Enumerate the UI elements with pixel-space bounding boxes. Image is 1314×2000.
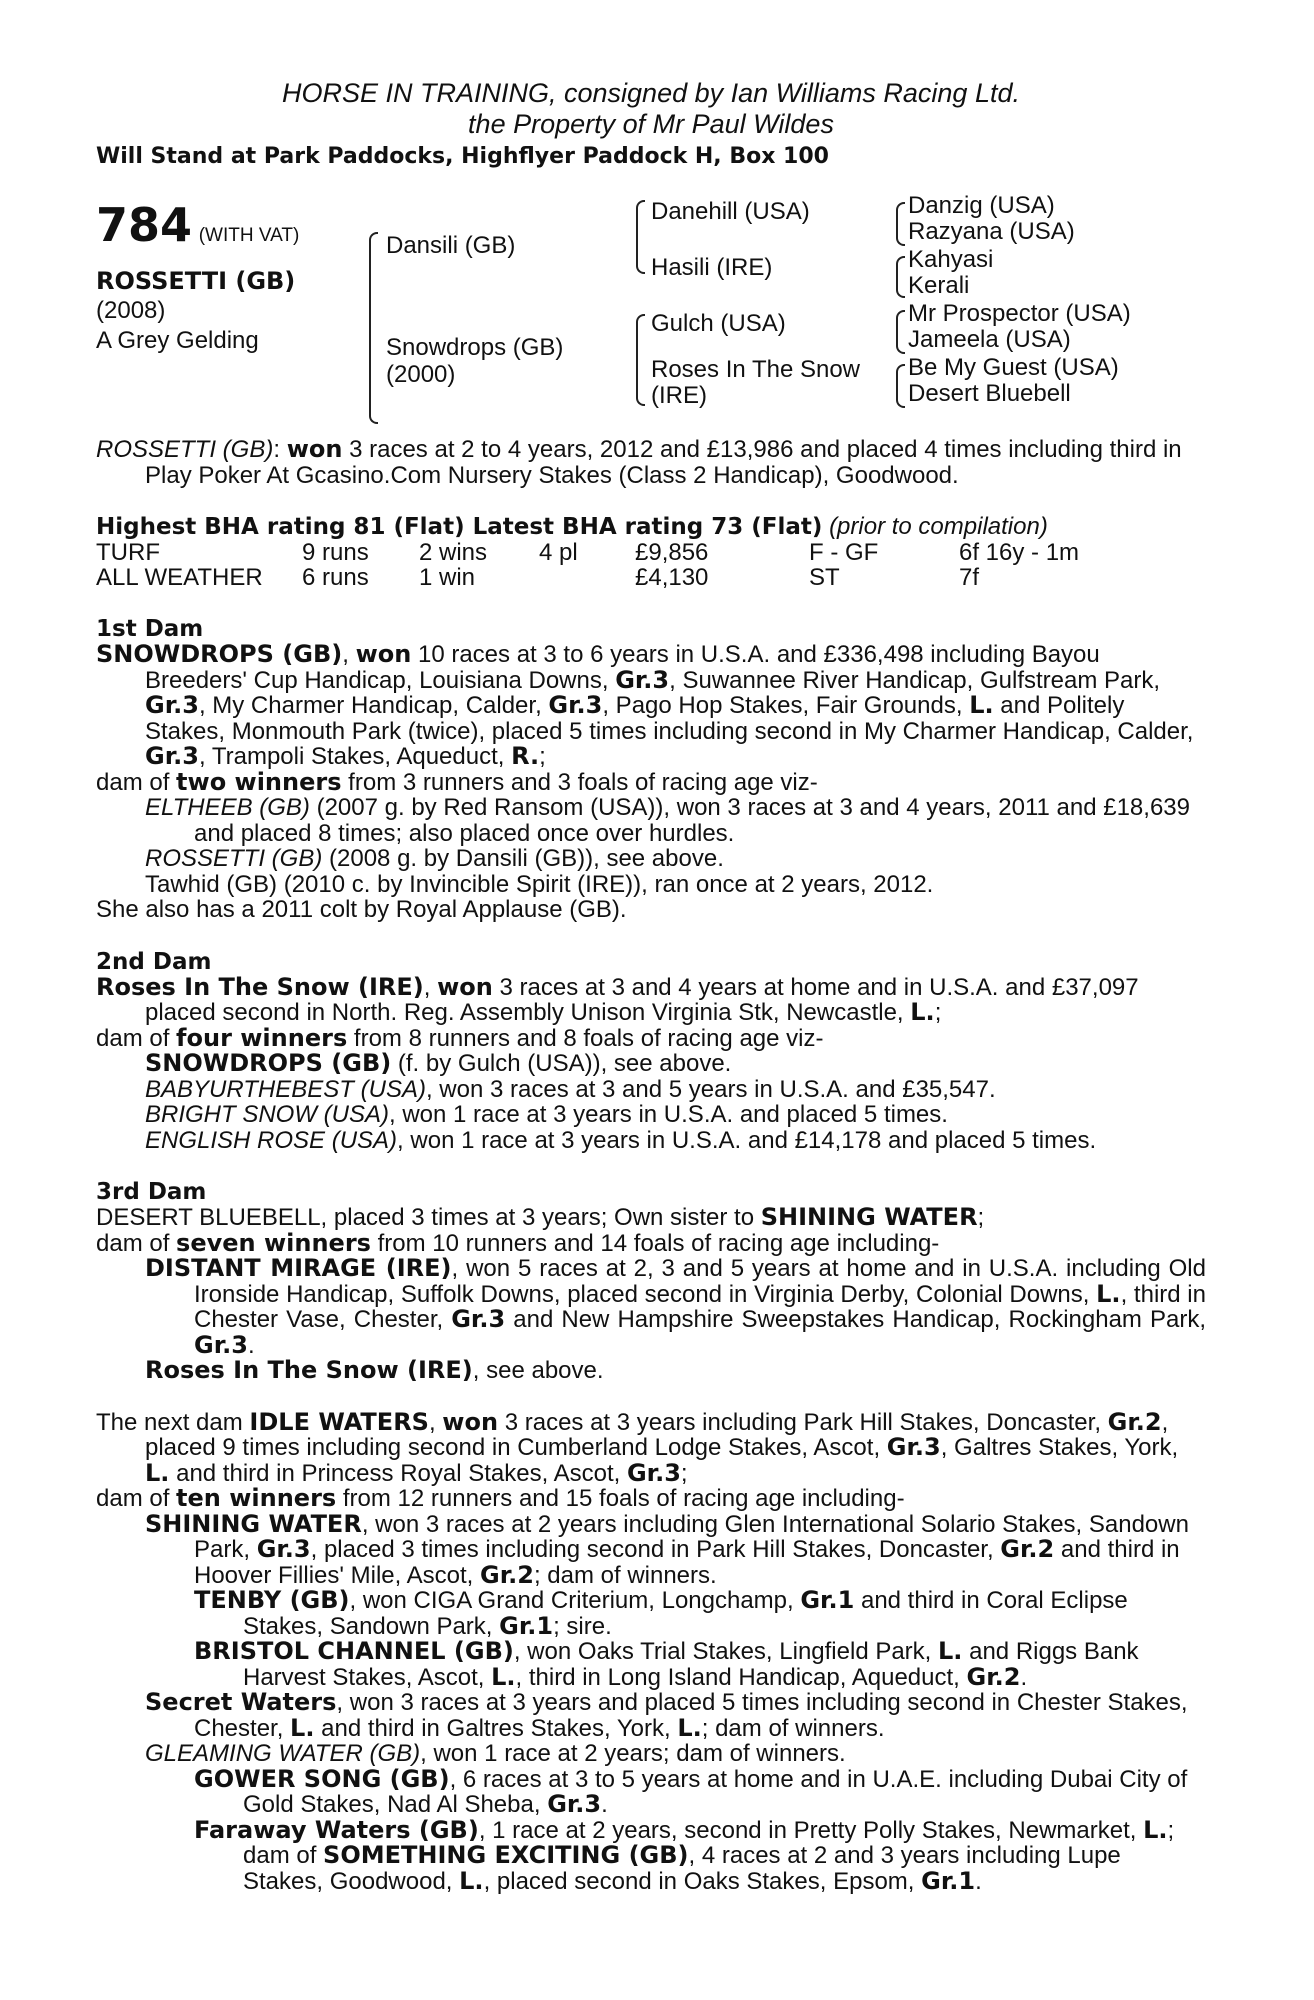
third-dam-section — [96, 1179, 1206, 1384]
ancestor-8: Desert Bluebell — [908, 380, 1071, 407]
ratings-heading: Highest BHA rating 81 (Flat) Latest BHA rating 73 (Flat) — [96, 514, 823, 540]
dam-year: (2000) — [386, 361, 456, 388]
second-dam-section — [96, 949, 1206, 1154]
lot-number-line — [96, 198, 299, 252]
catalogue-page — [96, 78, 1206, 1894]
ratings-block — [96, 514, 1206, 590]
first-dam-section — [96, 616, 1206, 923]
section-title: 2nd Dam — [96, 948, 212, 975]
dam-dam-country: (IRE) — [651, 382, 707, 409]
also-note: She also has a 2011 colt by Royal Applause (GB). — [96, 896, 627, 923]
list-item: Secret Waters, won 3 races at 3 years and placed 5 times including second in Chester Stakes, Chester, L. and third in Galtres Stakes, York, L.; dam of winners. — [145, 1688, 1188, 1742]
list-item: TENBY (GB), won CIGA Grand Criterium, Longchamp, Gr.1 and third in Coral Eclipse Stakes, Sandown Park, Gr.1; sire. — [194, 1586, 1128, 1640]
list-item: Faraway Waters (GB), 1 race at 2 years, second in Pretty Polly Stakes, Newmarket, L.; dam of SOMETHING EXCITING (GB), 4 races at 2 and 3 years including Lupe Stakes, Goodwood, L., placed second in Oaks Stakes, Epsom, Gr.1. — [194, 1815, 1175, 1895]
list-item: Roses In The Snow (IRE), see above. — [145, 1356, 604, 1384]
dam: Snowdrops (GB) — [386, 334, 564, 361]
list-item: BRISTOL CHANNEL (GB), won Oaks Trial Stakes, Lingfield Park, L. and Riggs Bank Harvest Stakes, Ascot, L., third in Long Island Handicap, Aqueduct, Gr.2. — [194, 1637, 1139, 1691]
sire: Dansili (GB) — [386, 232, 516, 259]
dam-of-line: dam of ten winners from 12 runners and 15 foals of racing age including- — [96, 1484, 905, 1512]
list-item: GOWER SONG (GB), 6 races at 3 to 5 years at home and in U.A.E. including Dubai City of Gold Stakes, Nad Al Sheba, Gr.3. — [194, 1764, 1188, 1818]
list-item: Tawhid (GB) (2010 c. by Invincible Spirit (IRE)), ran once at 2 years, 2012. — [145, 870, 934, 898]
dam-dam: Roses In The Snow — [651, 356, 861, 383]
section-title: 3rd Dam — [96, 1179, 207, 1205]
ancestor-7: Be My Guest (USA) — [908, 354, 1119, 381]
list-item: DISTANT MIRAGE (IRE), won 5 races at 2, 3 and 5 years at home and in U.S.A. including Old Ironside Handicap, Suffolk Downs, placed second in Virginia Derby, Colonial Downs, L., third in Chester Vase, Chester, Gr.3 and New Hampshire Sweepstakes Handicap, Rockingham Park, Gr.3. — [145, 1254, 1207, 1359]
ratings-note: (prior to compilation) — [829, 513, 1048, 540]
race-summary: ROSSETTI (GB): won 3 races at 2 to 4 years, 2012 and £13,986 and placed 4 times including third in Play Poker At Gcasino.Com Nursery Stakes (Class 2 Handicap), Goodwood. — [96, 435, 1182, 489]
dam-sire: Gulch (USA) — [651, 310, 786, 337]
stand-location: Will Stand at Park Paddocks, Highflyer Paddock H, Box 100 — [96, 144, 829, 169]
table-row: TURF 9 runs 2 wins 4 pl £9,856 F - GF 6f 16y - 1m — [96, 539, 1080, 566]
property-line: the Property of Mr Paul Wildes — [468, 109, 834, 139]
pedigree-brace — [636, 314, 645, 406]
lot-number: 784 — [96, 198, 193, 252]
consignor-line: HORSE IN TRAINING, consigned by Ian Williams Racing Ltd. — [281, 78, 1020, 108]
next-dam-record: The next dam IDLE WATERS, won 3 races at 3 years including Park Hill Stakes, Doncaster, Gr.2, placed 9 times including second in Cumberland Lodge Stakes, Ascot, Gr.3, Galtres Stakes, York, L. and third in Princess Royal Stakes, Ascot, Gr.3; — [96, 1407, 1179, 1487]
table-row: ALL WEATHER 6 runs 1 win £4,130 ST 7f — [96, 564, 980, 591]
pedigree-brace — [896, 256, 905, 298]
pedigree-brace — [896, 310, 905, 354]
pedigree-brace — [369, 232, 378, 424]
list-item: SNOWDROPS (GB) (f. by Gulch (USA)), see above. — [145, 1049, 732, 1077]
horse-identity — [96, 266, 295, 356]
sire-dam: Hasili (IRE) — [651, 254, 773, 281]
dam-of-line: dam of four winners from 8 runners and 8 foals of racing age viz- — [96, 1023, 824, 1052]
dam-of-line: dam of two winners from 3 runners and 3 foals of racing age viz- — [96, 767, 818, 796]
vat-note: (WITH VAT) — [198, 225, 300, 246]
first-dam-record: SNOWDROPS (GB), won 10 races at 3 to 6 years in U.S.A. and £336,498 including Bayou Breeders' Cup Handicap, Louisiana Downs, Gr.3, Suwannee River Handicap, Gulfstream Park, Gr.3, My Charmer Handicap, Calder, Gr.3, Pago Hop Stakes, Fair Grounds, L. and Politely Stakes, Monmouth Park (twice), placed 5 times including second in My Charmer Handicap, Calder, Gr.3, Trampoli Stakes, Aqueduct, R.; — [96, 640, 1194, 770]
ancestor-2: Razyana (USA) — [908, 218, 1075, 245]
ancestor-4: Kerali — [908, 272, 970, 299]
pedigree-block — [96, 192, 1206, 423]
ancestor-5: Mr Prospector (USA) — [908, 300, 1131, 327]
pedigree-brace — [896, 364, 905, 408]
horse-description: A Grey Gelding — [96, 327, 259, 354]
ancestor-3: Kahyasi — [908, 246, 994, 273]
list-item: SHINING WATER, won 3 races at 2 years including Glen International Solario Stakes, Sandown Park, Gr.3, placed 3 times including second in Park Hill Stakes, Doncaster, Gr.2 and third in Hoover Fillies' Mile, Ascot, Gr.2; dam of winners. — [145, 1509, 1189, 1589]
list-item: BRIGHT SNOW (USA), won 1 race at 3 years in U.S.A. and placed 5 times. — [145, 1101, 948, 1128]
third-dam-record: DESERT BLUEBELL, placed 3 times at 3 years; Own sister to SHINING WATER; — [96, 1203, 985, 1231]
ancestor-6: Jameela (USA) — [908, 326, 1071, 353]
list-item: GLEAMING WATER (GB), won 1 race at 2 years; dam of winners. — [145, 1740, 846, 1767]
section-title: 1st Dam — [96, 616, 204, 642]
pedigree-brace — [896, 202, 905, 246]
ancestor-1: Danzig (USA) — [908, 192, 1055, 219]
list-item: ENGLISH ROSE (USA), won 1 race at 3 years in U.S.A. and £14,178 and placed 5 times. — [145, 1126, 1097, 1154]
second-dam-record: Roses In The Snow (IRE), won 3 races at 3 and 4 years at home and in U.S.A. and £37,097 placed second in North. Reg. Assembly Unison Virginia Stk, Newcastle, L.; — [96, 972, 1139, 1026]
dam-of-line: dam of seven winners from 10 runners and 14 foals of racing age including- — [96, 1228, 940, 1257]
next-dam-section — [96, 1407, 1206, 1895]
sire-sire: Danehill (USA) — [651, 198, 810, 225]
ratings-table — [96, 540, 1079, 590]
pedigree-brace — [636, 200, 645, 274]
horse-name: ROSSETTI (GB) — [96, 267, 296, 295]
list-item: BABYURTHEBEST (USA), won 3 races at 3 and 5 years in U.S.A. and £35,547. — [145, 1075, 996, 1103]
list-item: ROSSETTI (GB) (2008 g. by Dansili (GB)), see above. — [145, 845, 724, 872]
list-item: ELTHEEB (GB) (2007 g. by Red Ransom (USA)), won 3 races at 3 and 4 years, 2011 and £18,639 and placed 8 times; also placed once over hurdles. — [145, 794, 1190, 847]
horse-year: (2008) — [96, 297, 166, 324]
